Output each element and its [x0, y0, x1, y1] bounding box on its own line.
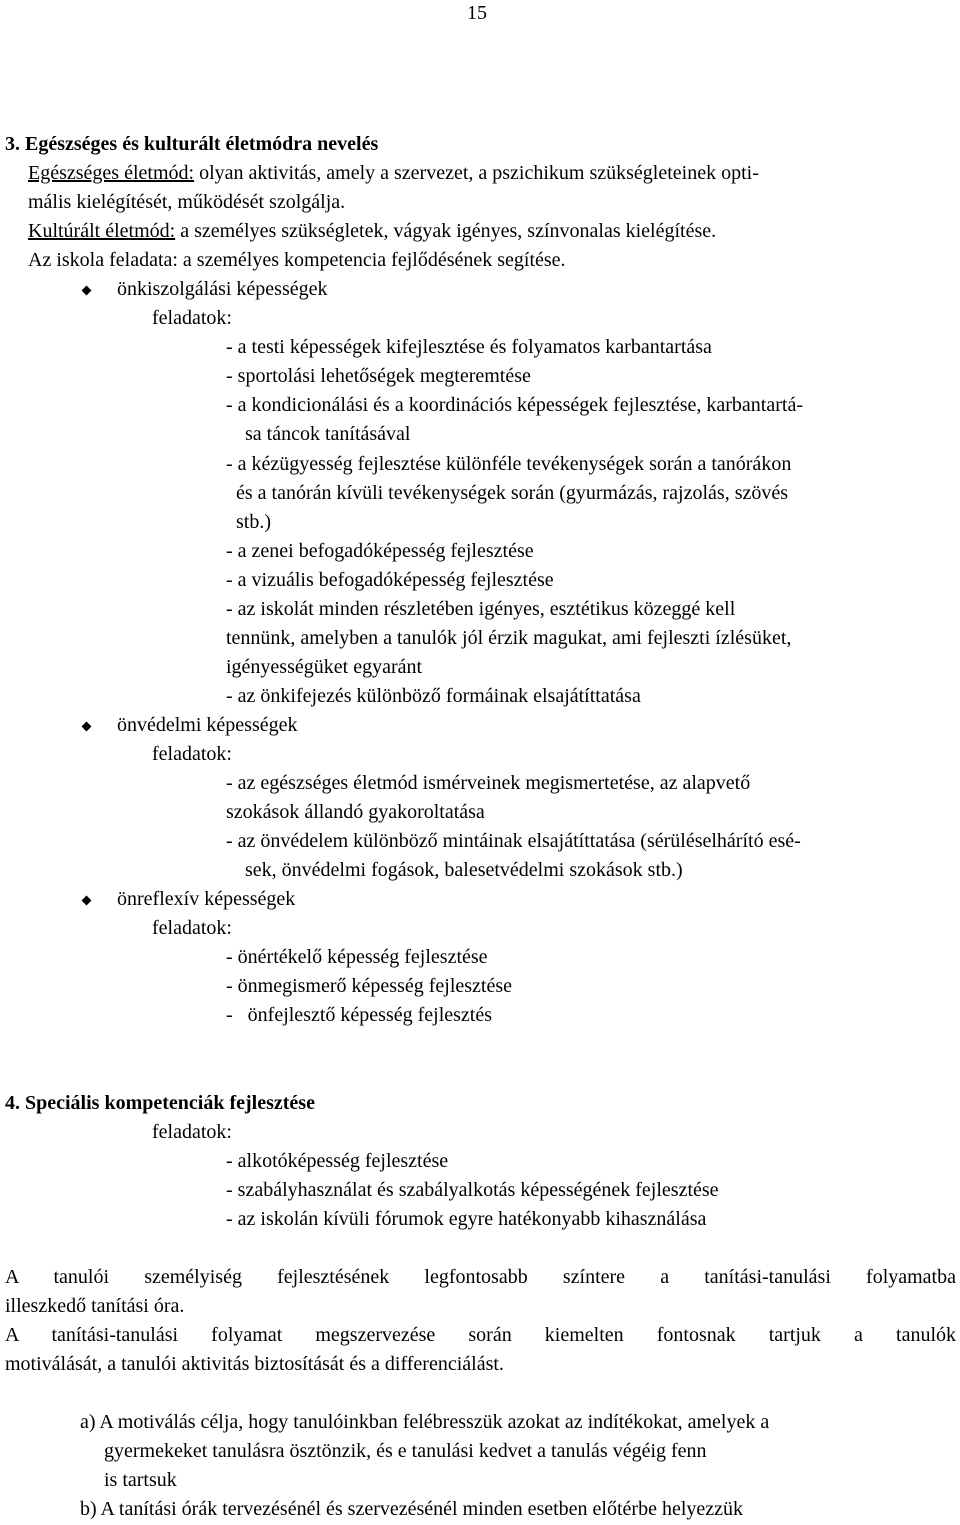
group-title-self-defense: önvédelmi képességek	[117, 714, 298, 736]
list-item-a: a) A motiválás célja, hogy tanulóinkban felébresszük azokat az indítékokat, amelyek a	[80, 1411, 770, 1433]
diamond-bullet-icon	[82, 722, 92, 732]
list-item: - az önkifejezés különböző formáinak elsajátíttatása	[226, 685, 641, 707]
list-item: - az iskolán kívüli fórumok egyre hatékonyabb kihasználása	[226, 1208, 707, 1230]
tasks-label: feladatok:	[152, 307, 232, 329]
tasks-label: feladatok:	[152, 743, 232, 765]
list-item-cont: szokások állandó gyakoroltatása	[226, 801, 485, 823]
group-title-self-service: önkiszolgálási képességek	[117, 278, 328, 300]
tasks-label: feladatok:	[152, 917, 232, 939]
section-3-heading: 3. Egészséges és kulturált életmódra nevelés	[5, 133, 379, 155]
list-item: - a testi képességek kifejlesztése és folyamatos karbantartása	[226, 336, 712, 358]
list-item: - a zenei befogadóképesség fejlesztése	[226, 540, 534, 562]
list-item-cont: sa táncok tanításával	[245, 423, 411, 445]
list-item: - önfejlesztő képesség fejlesztés	[226, 1004, 493, 1026]
page-number: 15	[467, 2, 487, 24]
list-item: - a kondicionálási és a koordinációs képességek fejlesztése, karbantartá-	[226, 394, 803, 416]
list-item: - önértékelő képesség fejlesztése	[226, 946, 488, 968]
paragraph-line: motiválását, a tanulói aktivitás biztosítását és a differenciálást.	[5, 1353, 504, 1375]
tasks-label: feladatok:	[152, 1121, 232, 1143]
definition-term: Kultúrált életmód:	[28, 220, 176, 242]
list-item-b: b) A tanítási órák tervezésénél és szervezésénél minden esetben előtérbe helyezzük	[80, 1498, 744, 1520]
definition-healthy-lifestyle-cont: mális kielégítését, működését szolgálja.	[28, 191, 346, 213]
list-item: - a vizuális befogadóképesség fejlesztése	[226, 569, 554, 591]
list-item: - szabályhasználat és szabályalkotás képességének fejlesztése	[226, 1179, 719, 1201]
school-task: Az iskola feladata: a személyes kompetencia fejlődésének segítése.	[28, 249, 566, 271]
list-item-cont: igényességüket egyaránt	[226, 656, 423, 678]
group-title-self-reflexive: önreflexív képességek	[117, 888, 296, 910]
list-item: - az önvédelem különböző mintáinak elsajátíttatása (sérüléselhárító esé-	[226, 830, 801, 852]
list-item-cont: sek, önvédelmi fogások, balesetvédelmi szokások stb.)	[245, 859, 683, 881]
list-item: - önmegismerő képesség fejlesztése	[226, 975, 513, 997]
list-item: - alkotóképesség fejlesztése	[226, 1150, 449, 1172]
diamond-bullet-icon	[82, 896, 92, 906]
list-item: - sportolási lehetőségek megteremtése	[226, 365, 531, 387]
section-4-heading: 4. Speciális kompetenciák fejlesztése	[5, 1092, 315, 1114]
list-item: - az iskolát minden részletében igényes, esztétikus közeggé kell	[226, 598, 736, 620]
definition-text: a személyes szükségletek, vágyak igényes, színvonalas kielégítése.	[175, 220, 717, 242]
definition-term: Egészséges életmód:	[28, 162, 195, 184]
list-item-cont: tennünk, amelyben a tanulók jól érzik magukat, ami fejleszti ízlésüket,	[226, 627, 792, 649]
paragraph-line: A tanulói személyiség fejlesztésének legfontosabb színtere a tanítási-tanulási folyamatba	[5, 1266, 956, 1288]
paragraph-line: A tanítási-tanulási folyamat megszervezése során kiemelten fontosnak tartjuk a tanulók	[5, 1324, 956, 1346]
list-item: - az egészséges életmód ismérveinek megismertetése, az alapvető	[226, 772, 751, 794]
list-item-a-cont: is tartsuk	[104, 1469, 177, 1491]
list-item: - a kézügyesség fejlesztése különféle tevékenységek során a tanórákon	[226, 453, 792, 475]
definition-healthy-lifestyle	[28, 159, 759, 188]
paragraph-line: illeszkedő tanítási óra.	[5, 1295, 185, 1317]
diamond-bullet-icon	[82, 286, 92, 296]
definition-cultured-lifestyle	[28, 217, 716, 246]
definition-text: olyan aktivitás, amely a szervezet, a pszichikum szükségleteinek opti-	[194, 162, 759, 184]
list-item-a-cont: gyermekeket tanulásra ösztönzik, és e tanulási kedvet a tanulás végéig fenn	[104, 1440, 707, 1462]
list-item-cont: stb.)	[236, 511, 271, 533]
list-item-cont: és a tanórán kívüli tevékenységek során (gyurmázás, rajzolás, szövés	[236, 482, 789, 504]
